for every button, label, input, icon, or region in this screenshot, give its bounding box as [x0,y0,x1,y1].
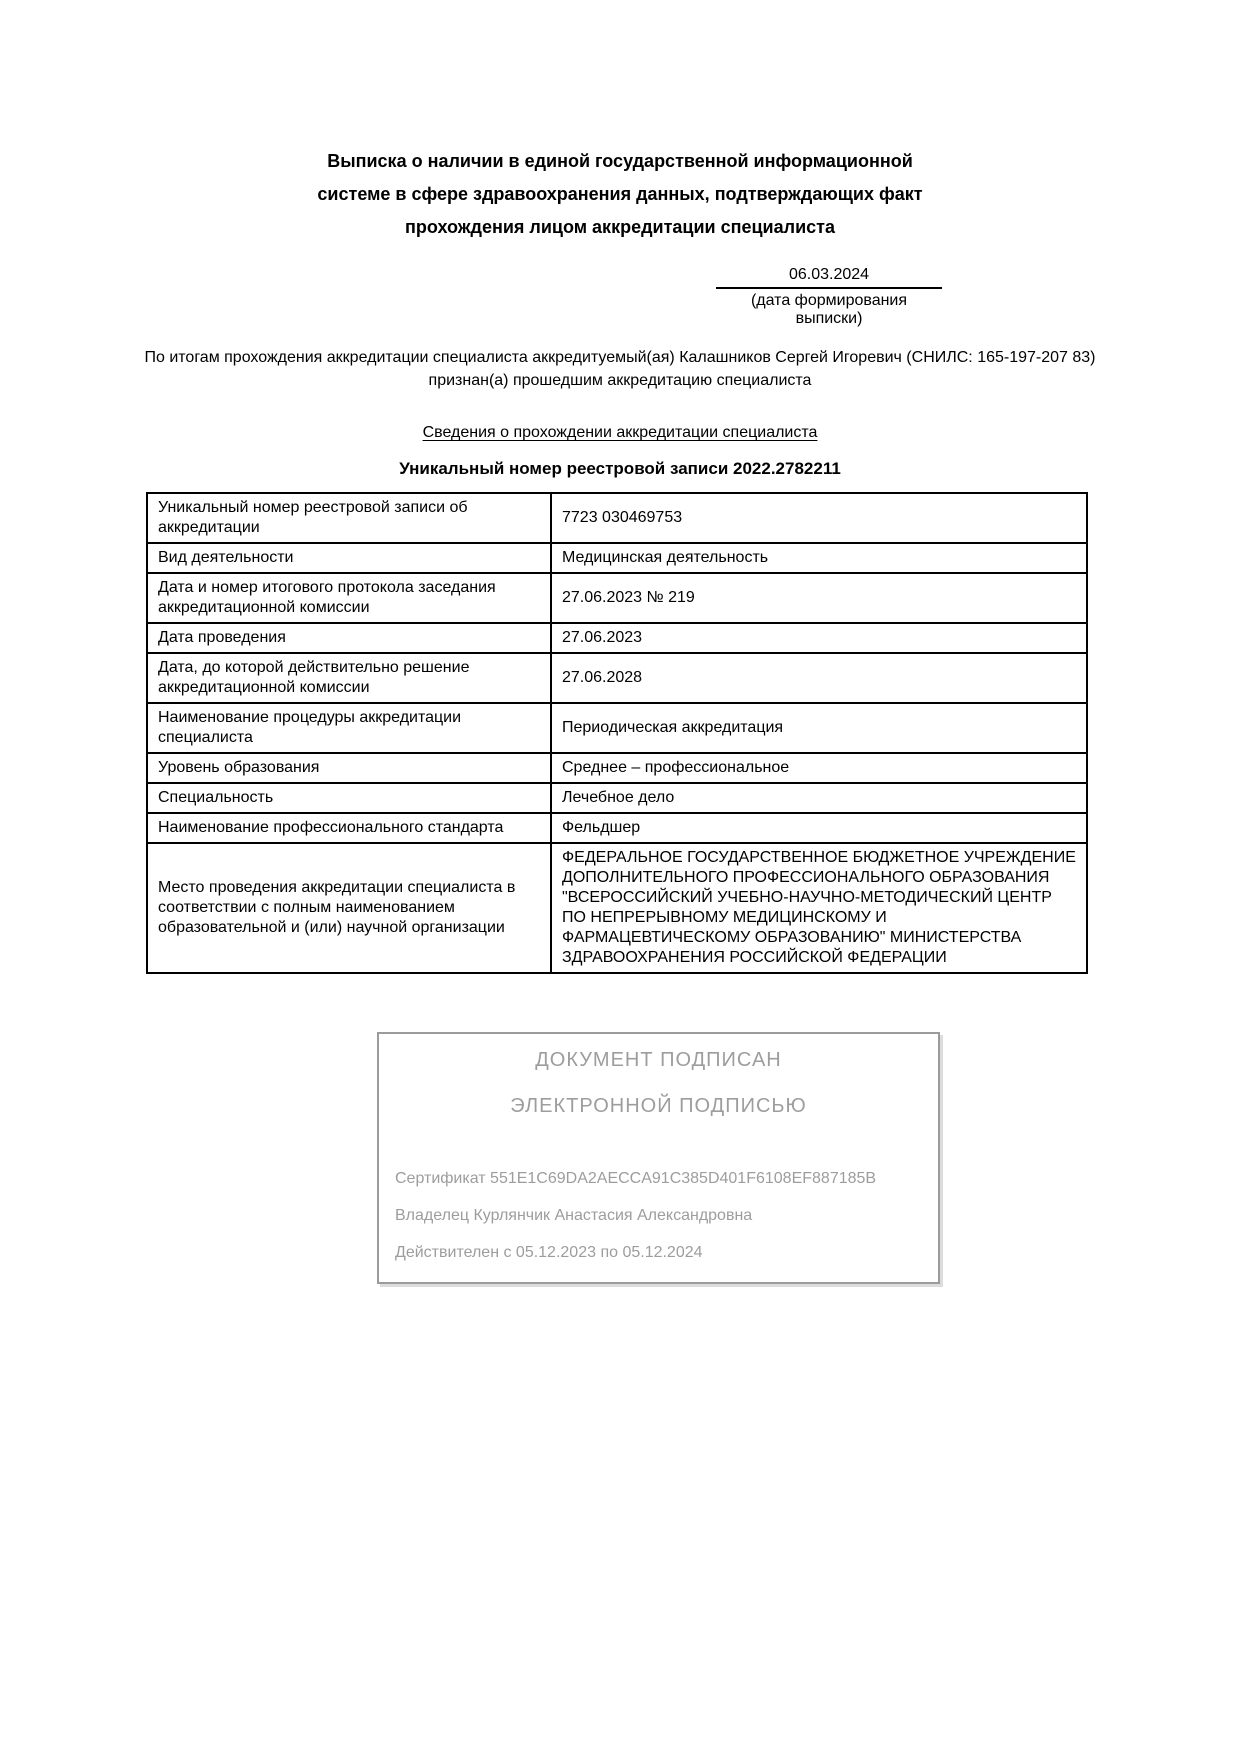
row-label: Дата, до которой действительно решение аккредитационной комиссии [147,653,551,703]
document-title-line: прохождения лицом аккредитации специалиста [405,217,835,237]
document-title-line: Выписка о наличии в единой государственной информационной [327,151,913,171]
intro-line: признан(а) прошедшим аккредитацию специалиста [428,372,812,389]
intro-paragraph [0,346,1240,392]
row-value: Среднее – профессиональное [551,753,1087,783]
section-heading-text: Сведения о прохождении аккредитации специалиста [422,424,818,441]
row-value: 27.06.2023 № 219 [551,573,1087,623]
section-heading [0,424,1240,442]
row-value: Медицинская деятельность [551,543,1087,573]
row-label: Специальность [147,783,551,813]
signature-title-line: ЭЛЕКТРОННОЙ ПОДПИСЬЮ [510,1095,807,1117]
signature-owner: Владелец Курлянчик Анастасия Александровна [395,1207,753,1224]
formation-date-block [716,266,942,328]
row-label: Наименование процедуры аккредитации специалиста [147,703,551,753]
formation-date-value: 06.03.2024 [716,266,942,289]
table-row [147,813,1087,843]
row-label: Вид деятельности [147,543,551,573]
table-row [147,703,1087,753]
row-value: Фельдшер [551,813,1087,843]
formation-date-caption: (дата формирования выписки) [750,292,908,327]
intro-line: По итогам прохождения аккредитации специалиста аккредитуемый(ая) Калашников Сергей Игоревич (СНИЛС: 165-197-207 83) [144,349,1096,366]
row-label: Наименование профессионального стандарта [147,813,551,843]
table-row [147,543,1087,573]
accreditation-details-table [146,492,1088,974]
table-row [147,623,1087,653]
signature-title-line: ДОКУМЕНТ ПОДПИСАН [535,1049,782,1071]
row-label: Дата и номер итогового протокола заседания аккредитационной комиссии [147,573,551,623]
signature-details [395,1170,924,1262]
row-value: 27.06.2028 [551,653,1087,703]
row-label: Уровень образования [147,753,551,783]
table-row [147,783,1087,813]
row-value: Периодическая аккредитация [551,703,1087,753]
row-value: 27.06.2023 [551,623,1087,653]
row-value: 7723 030469753 [551,493,1087,543]
registry-number-heading: Уникальный номер реестровой записи 2022.2782211 [399,459,841,478]
table-row [147,493,1087,543]
digital-signature-stamp [377,1032,940,1284]
table-row [147,653,1087,703]
table-row [147,843,1087,973]
signature-certificate: Сертификат 551E1C69DA2AECCA91C385D401F6108EF887185B [395,1170,877,1187]
document-title-line: системе в сфере здравоохранения данных, подтверждающих факт [317,184,923,204]
row-label: Дата проведения [147,623,551,653]
table-row [147,753,1087,783]
signature-validity: Действителен с 05.12.2023 по 05.12.2024 [395,1244,703,1261]
row-label: Уникальный номер реестровой записи об аккредитации [147,493,551,543]
row-value: Лечебное дело [551,783,1087,813]
table-row [147,573,1087,623]
row-value: ФЕДЕРАЛЬНОЕ ГОСУДАРСТВЕННОЕ БЮДЖЕТНОЕ УЧРЕЖДЕНИЕ ДОПОЛНИТЕЛЬНОГО ПРОФЕССИОНАЛЬНОГО ОБРАЗОВАНИЯ "ВСЕРОССИЙСКИЙ УЧЕБНО-НАУЧНО-МЕТОДИЧЕСКИЙ ЦЕНТР ПО НЕПРЕРЫВНОМУ МЕДИЦИНСКОМУ И ФАРМАЦЕВТИЧЕСКОМУ ОБРАЗОВАНИЮ" МИНИСТЕРСТВА ЗДРАВООХРАНЕНИЯ РОССИЙСКОЙ ФЕДЕРАЦИИ [551,843,1087,973]
row-label: Место проведения аккредитации специалиста в соответствии с полным наименованием образовательной и (или) научной организации [147,843,551,973]
document-title [0,145,1240,244]
